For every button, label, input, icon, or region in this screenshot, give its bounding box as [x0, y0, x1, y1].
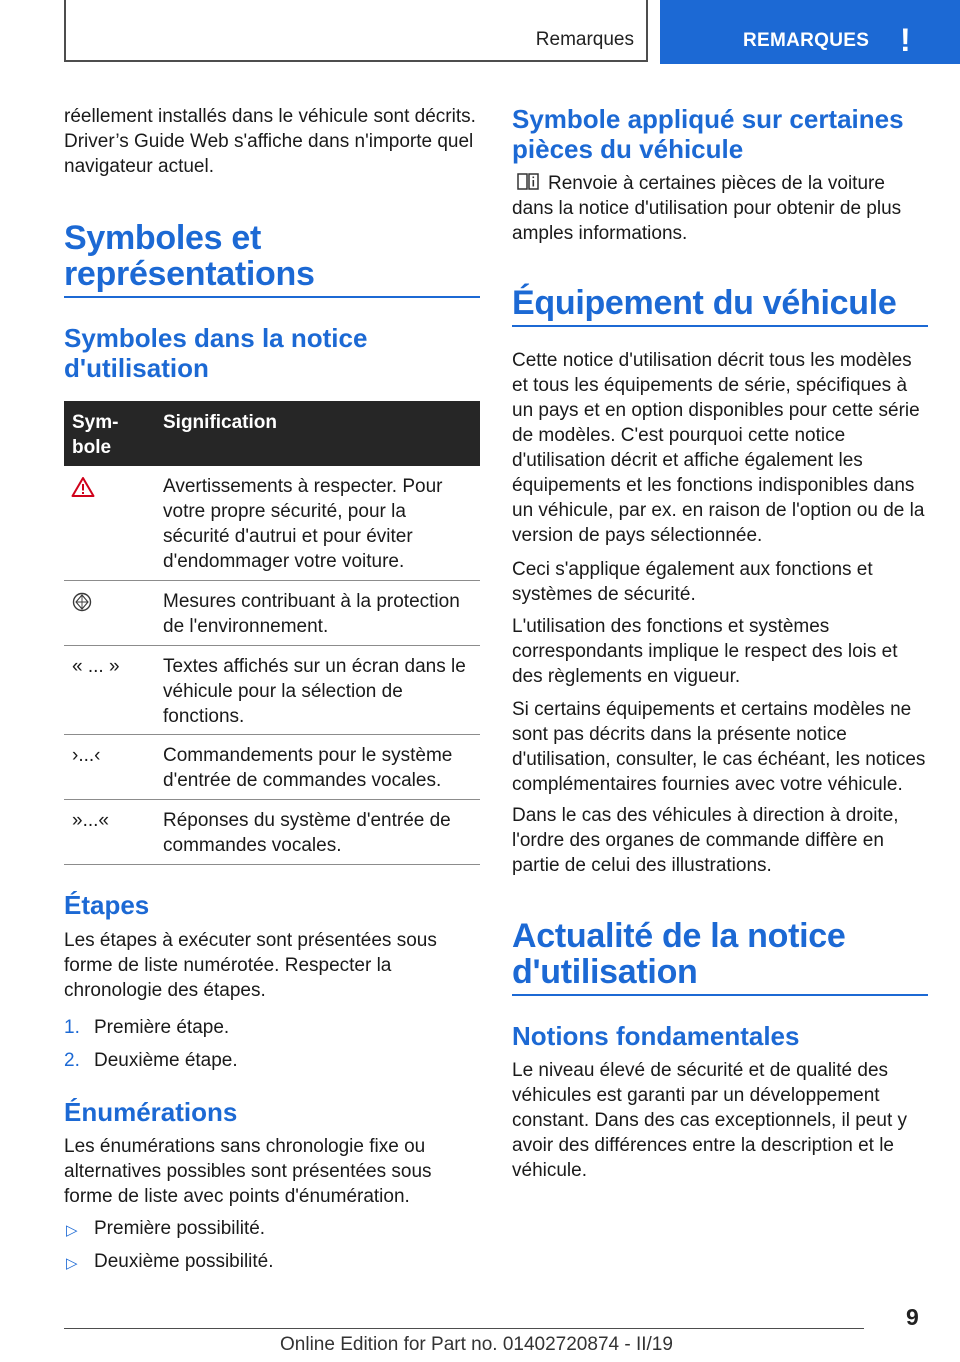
heading-manual-update-line1: Actualité de la notice — [512, 917, 846, 955]
table-row-text: Avertissements à respecter. Pour votre propre sécurité, pour la sécurité d'autrui et pour éviter d'endommager votre voiture. — [163, 476, 443, 572]
table-row-text: Réponses du système d'entrée de commandes vocales. — [163, 810, 451, 856]
table-row-divider — [64, 799, 480, 800]
equipment-paragraph-1: Cette notice d'utilisation décrit tous les modèles et tous les équipements de série, spécifiques à un pays et en option disponibles pour cette série de modèles. C'est pourquoi cette notice d'utilisation décrit et affiche également les équipements et les fonctions indisponibles dans un véhicule, par ex. en raison de l'option ou de la version de pays sélectionnée. — [512, 350, 925, 546]
heading-symbol-applied-line1: Symbole appliqué sur certaines — [512, 104, 904, 134]
table-row-divider — [64, 645, 480, 646]
heading-rule — [512, 325, 928, 327]
footer-rule — [64, 1328, 864, 1329]
heading-symbol-applied-line2: pièces du véhicule — [512, 134, 744, 164]
table-row-text: Commandements pour le système d'entrée de commandes vocales. — [163, 745, 453, 791]
warning-triangle-icon — [71, 476, 95, 505]
heading-basics: Notions fondamentales — [512, 1021, 800, 1051]
heading-symbol-applied — [512, 104, 932, 164]
column-header-symbol-line1: Sym- — [72, 412, 119, 433]
symbol-paragraph: Renvoie à certaines pièces de la voiture dans la notice d'utilisation pour obtenir de plus amples informations. — [512, 173, 902, 244]
heading-symbols-line2: représentations — [64, 255, 315, 293]
equipment-paragraph-4: Si certains équipements et certains modèles ne sont pas décrits dans la présente notice d'utilisation, consulter, le cas échéant, les notices complémentaires fournies avec votre véhicule. — [512, 699, 926, 795]
enumerations-paragraph: Les énumérations sans chronologie fixe ou alternatives possibles sont présentées sous forme de liste avec points d'énumération. — [64, 1136, 432, 1207]
exclamation-icon: ! — [900, 22, 911, 58]
column-header-meaning: Signification — [163, 412, 277, 433]
list-item: Deuxième étape. — [94, 1050, 238, 1071]
table-row-divider — [64, 734, 480, 735]
equipment-paragraph-5: Dans le cas des véhicules à direction à droite, l'ordre des organes de commande diffère en partie de celui des illustrations. — [512, 805, 899, 876]
heading-rule — [512, 994, 928, 996]
page-number: 9 — [906, 1304, 919, 1330]
heading-notice-line2: d'utilisation — [64, 353, 209, 383]
table-row-text: Textes affichés sur un écran dans le véhicule pour la sélection de fonctions. — [163, 656, 466, 727]
header-section-box — [64, 0, 648, 62]
heading-equipment: Équipement du véhicule — [512, 284, 897, 322]
header-chapter-title: REMARQUES — [743, 30, 870, 51]
list-item: Première possibilité. — [94, 1218, 266, 1239]
equipment-paragraph-3: L'utilisation des fonctions et systèmes correspondants implique le respect des lois et des règlements en vigueur. — [512, 616, 898, 687]
equipment-paragraph-2: Ceci s'applique également aux fonctions et systèmes de sécurité. — [512, 559, 873, 605]
table-row-divider — [64, 864, 480, 865]
list-number: 1. — [64, 1017, 80, 1038]
heading-symbols-line1: Symboles et — [64, 219, 261, 257]
symbols-table-header — [64, 401, 480, 466]
list-number: 2. — [64, 1050, 80, 1071]
steps-paragraph: Les étapes à exécuter sont présentées sous forme de liste numérotée. Respecter la chronologie des étapes. — [64, 930, 437, 1001]
intro-paragraph: réellement installés dans le véhicule sont décrits. Driver’s Guide Web s'affiche dans n'importe quel navigateur actuel. — [64, 106, 476, 177]
heading-manual-update — [512, 918, 932, 990]
table-row-symbol: ›...‹ — [72, 745, 101, 766]
basics-paragraph: Le niveau élevé de sécurité et de qualité des véhicules est garanti par un développement constant. Dans des cas exceptionnels, il peut y avoir des différences entre la description et le véhicule. — [512, 1060, 908, 1181]
heading-rule — [64, 296, 480, 298]
bullet-triangle-icon: ▷ — [66, 1222, 78, 1239]
table-row-symbol: « ... » — [72, 656, 120, 677]
environment-icon — [71, 591, 93, 620]
heading-manual-update-line2: d'utilisation — [512, 953, 698, 991]
heading-symbols — [64, 220, 480, 292]
column-header-symbol-line2: bole — [72, 437, 112, 458]
heading-steps: Étapes — [64, 890, 150, 920]
header-section-title: Remarques — [535, 29, 634, 50]
footer-edition: Online Edition for Part no. 01402720874 - II/19 — [280, 1334, 673, 1355]
header-chapter-tab — [660, 0, 960, 64]
column-header-symbol — [72, 410, 118, 460]
list-item: Première étape. — [94, 1017, 230, 1038]
list-item: Deuxième possibilité. — [94, 1251, 274, 1272]
table-row-text: Mesures contribuant à la protection de l'environnement. — [163, 591, 460, 637]
heading-enumerations: Énumérations — [64, 1097, 238, 1127]
heading-notice-symbols — [64, 323, 480, 383]
table-row-divider — [64, 580, 480, 581]
heading-notice-line1: Symboles dans la notice — [64, 323, 368, 353]
bullet-triangle-icon: ▷ — [66, 1255, 78, 1272]
table-row-symbol: »...« — [72, 810, 109, 831]
